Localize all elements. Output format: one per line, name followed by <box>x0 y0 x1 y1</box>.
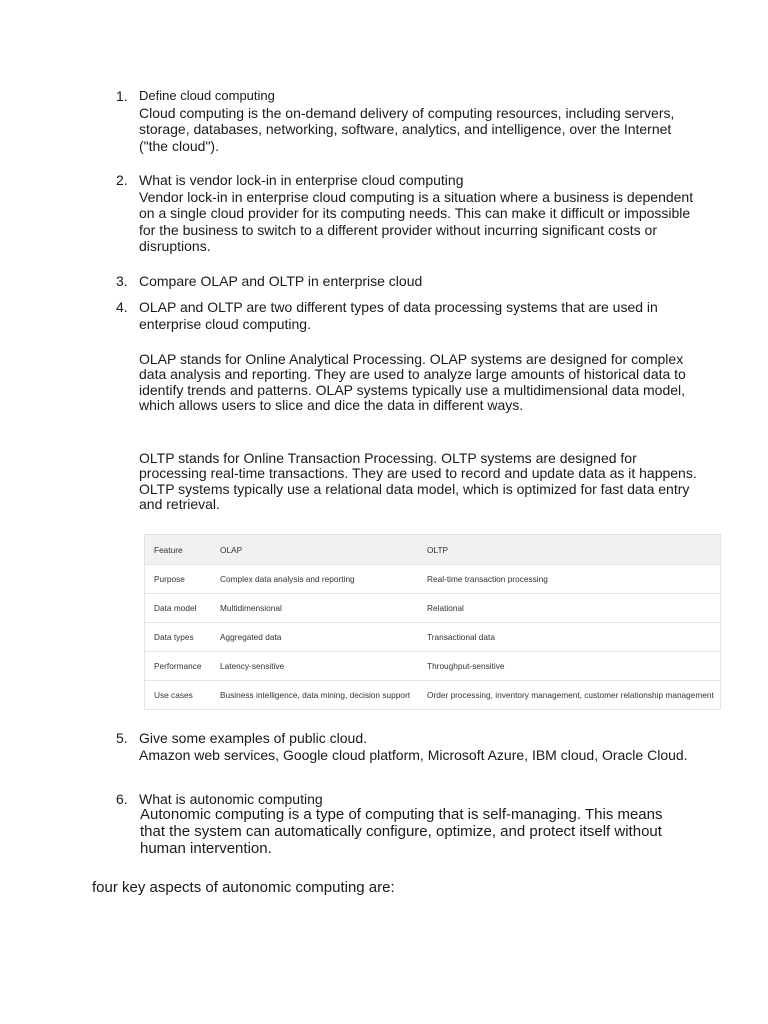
table-header-cell: OLTP <box>418 535 721 565</box>
item-number: 6. <box>116 791 128 807</box>
answer-text: Autonomic computing is a type of computing that is self-managing. This means that the system can automatically configure, optimize, and protect itself without human intervention. <box>140 806 663 857</box>
list-item-5 <box>116 730 696 763</box>
answer-text: Amazon web services, Google cloud platform, Microsoft Azure, IBM cloud, Oracle Cloud. <box>139 746 688 763</box>
item-number: 4. <box>116 299 128 315</box>
question-text: What is autonomic computing <box>139 791 323 807</box>
table-cell: Real-time transaction processing <box>418 565 721 594</box>
olap-paragraph: OLAP stands for Online Analytical Processing. OLAP systems are designed for complex data analysis and reporting. They are used to analyze large amounts of historical data to identify trends and patterns. OLAP systems typically use a multidimensional data model, which allows users to slice and dice the data in different ways. <box>139 351 686 413</box>
item-number: 5. <box>116 730 128 746</box>
table-cell: Data model <box>145 594 212 623</box>
closing-line: four key aspects of autonomic computing are: <box>92 879 395 896</box>
item-number: 1. <box>116 88 128 104</box>
list-item-3 <box>116 273 696 290</box>
table-header-row <box>145 535 721 565</box>
table-row <box>145 681 721 710</box>
table-cell: Aggregated data <box>211 623 418 652</box>
table-cell: Relational <box>418 594 721 623</box>
question-text: What is vendor lock-in in enterprise cloud computing <box>139 172 464 188</box>
answer-text: OLAP and OLTP are two different types of data processing systems that are used in enterprise cloud computing. <box>139 299 658 332</box>
table-row <box>145 565 721 594</box>
table-cell: Performance <box>145 652 212 681</box>
table-cell: Transactional data <box>418 623 721 652</box>
list-item-2 <box>116 172 696 255</box>
table-row <box>145 652 721 681</box>
answer-text: Cloud computing is the on-demand delivery of computing resources, including servers, storage, databases, networking, software, analytics, and intelligence, over the Internet ("the cloud"). <box>139 104 675 154</box>
table-header-cell: Feature <box>145 535 212 565</box>
table-cell: Multidimensional <box>211 594 418 623</box>
question-text: Compare OLAP and OLTP in enterprise cloud <box>139 273 423 289</box>
table-header-cell: OLAP <box>211 535 418 565</box>
question-text: Give some examples of public cloud. <box>139 730 367 746</box>
table-cell: Order processing, inventory management, customer relationship management <box>418 681 721 710</box>
table-cell: Data types <box>145 623 212 652</box>
question-text: Define cloud computing <box>139 88 275 103</box>
answer-text: Vendor lock-in in enterprise cloud computing is a situation where a business is dependent on a single cloud provider for its computing needs. This can make it difficult or impossible for the business to switch to a different provider without incurring significant costs or disruptions. <box>139 188 694 254</box>
oltp-paragraph: OLTP stands for Online Transaction Processing. OLTP systems are designed for processing real-time transactions. They are used to record and update data as it happens. OLTP systems typically use a relational data model, which is optimized for fast data entry and retrieval. <box>139 450 697 512</box>
item-number: 3. <box>116 273 128 289</box>
table-cell: Complex data analysis and reporting <box>211 565 418 594</box>
table-cell: Throughput-sensitive <box>418 652 721 681</box>
autonomic-answer <box>116 807 676 857</box>
comparison-table <box>144 534 721 710</box>
item-number: 2. <box>116 172 128 188</box>
list-item-4 <box>116 299 696 332</box>
table-cell: Use cases <box>145 681 212 710</box>
table-cell: Purpose <box>145 565 212 594</box>
list-item-1 <box>116 88 696 154</box>
table-cell: Latency-sensitive <box>211 652 418 681</box>
table-row <box>145 594 721 623</box>
table-cell: Business intelligence, data mining, decision support <box>211 681 418 710</box>
table-row <box>145 623 721 652</box>
